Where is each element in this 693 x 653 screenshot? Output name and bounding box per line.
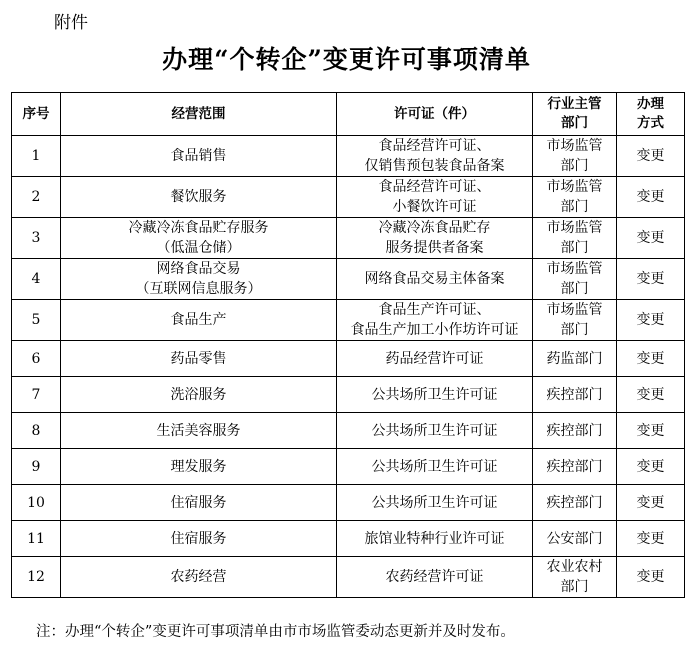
row-index: 2 (12, 177, 61, 218)
header-department: 行业主管 部门 (533, 93, 617, 136)
row-method: 变更 (617, 485, 685, 521)
row-business-scope: 住宿服务 (61, 521, 337, 557)
row-business-scope: 网络食品交易 （互联网信息服务） (61, 259, 337, 300)
row-permit: 网络食品交易主体备案 (337, 259, 533, 300)
table-row (12, 557, 685, 598)
row-index: 5 (12, 300, 61, 341)
table-row (12, 177, 685, 218)
table-row (12, 300, 685, 341)
row-department: 市场监管 部门 (533, 300, 617, 341)
row-index: 1 (12, 136, 61, 177)
header-method: 办理 方式 (617, 93, 685, 136)
table-header-row (12, 93, 685, 136)
row-index: 11 (12, 521, 61, 557)
row-department: 疾控部门 (533, 485, 617, 521)
permit-items-table (11, 92, 685, 598)
row-permit: 食品经营许可证、 小餐饮许可证 (337, 177, 533, 218)
header-business-scope: 经营范围 (61, 93, 337, 136)
header-index: 序号 (12, 93, 61, 136)
row-business-scope: 生活美容服务 (61, 413, 337, 449)
row-department: 疾控部门 (533, 449, 617, 485)
table-row (12, 136, 685, 177)
table-row (12, 485, 685, 521)
row-index: 9 (12, 449, 61, 485)
attachment-label: 附件 (54, 13, 88, 33)
row-department: 疾控部门 (533, 377, 617, 413)
row-department: 公安部门 (533, 521, 617, 557)
row-method: 变更 (617, 341, 685, 377)
row-business-scope: 冷藏冷冻食品贮存服务 （低温仓储） (61, 218, 337, 259)
row-index: 6 (12, 341, 61, 377)
row-permit: 旅馆业特种行业许可证 (337, 521, 533, 557)
row-index: 12 (12, 557, 61, 598)
row-permit: 公共场所卫生许可证 (337, 413, 533, 449)
row-business-scope: 洗浴服务 (61, 377, 337, 413)
row-permit: 食品经营许可证、 仅销售预包装食品备案 (337, 136, 533, 177)
row-business-scope: 餐饮服务 (61, 177, 337, 218)
row-business-scope: 住宿服务 (61, 485, 337, 521)
row-department: 疾控部门 (533, 413, 617, 449)
row-permit: 公共场所卫生许可证 (337, 377, 533, 413)
row-permit: 食品生产许可证、 食品生产加工小作坊许可证 (337, 300, 533, 341)
row-department: 农业农村 部门 (533, 557, 617, 598)
table-row (12, 341, 685, 377)
row-department: 市场监管 部门 (533, 177, 617, 218)
table-row (12, 218, 685, 259)
row-permit: 公共场所卫生许可证 (337, 485, 533, 521)
table-row (12, 377, 685, 413)
row-method: 变更 (617, 177, 685, 218)
row-business-scope: 食品生产 (61, 300, 337, 341)
header-permit: 许可证（件） (337, 93, 533, 136)
row-department: 市场监管 部门 (533, 218, 617, 259)
row-method: 变更 (617, 413, 685, 449)
row-method: 变更 (617, 300, 685, 341)
row-index: 8 (12, 413, 61, 449)
row-department: 市场监管 部门 (533, 259, 617, 300)
row-index: 3 (12, 218, 61, 259)
page-title: 办理“个转企”变更许可事项清单 (162, 45, 531, 74)
row-business-scope: 理发服务 (61, 449, 337, 485)
table-row (12, 521, 685, 557)
row-business-scope: 农药经营 (61, 557, 337, 598)
table-row (12, 413, 685, 449)
row-method: 变更 (617, 557, 685, 598)
row-permit: 农药经营许可证 (337, 557, 533, 598)
table-row (12, 449, 685, 485)
row-permit: 冷藏冷冻食品贮存 服务提供者备案 (337, 218, 533, 259)
footnote: 注：办理“个转企”变更许可事项清单由市市场监管委动态更新并及时发布。 (36, 624, 515, 640)
row-department: 市场监管 部门 (533, 136, 617, 177)
row-department: 药监部门 (533, 341, 617, 377)
row-business-scope: 药品零售 (61, 341, 337, 377)
row-index: 10 (12, 485, 61, 521)
row-permit: 药品经营许可证 (337, 341, 533, 377)
row-index: 7 (12, 377, 61, 413)
row-business-scope: 食品销售 (61, 136, 337, 177)
row-permit: 公共场所卫生许可证 (337, 449, 533, 485)
table-row (12, 259, 685, 300)
row-method: 变更 (617, 449, 685, 485)
row-method: 变更 (617, 521, 685, 557)
row-method: 变更 (617, 259, 685, 300)
row-method: 变更 (617, 136, 685, 177)
row-method: 变更 (617, 218, 685, 259)
row-index: 4 (12, 259, 61, 300)
row-method: 变更 (617, 377, 685, 413)
